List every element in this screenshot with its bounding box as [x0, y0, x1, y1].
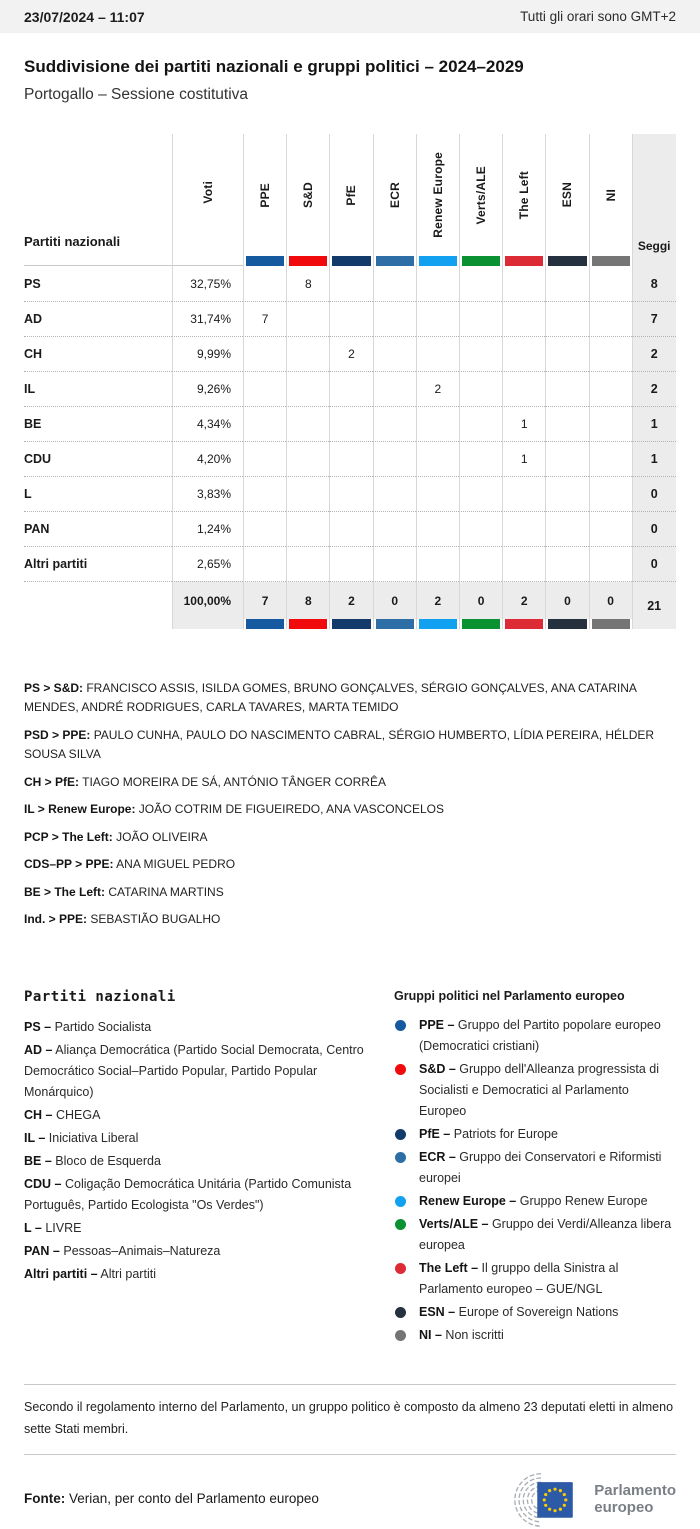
seats-value-ESN [545, 441, 588, 476]
hemicycle-icon [515, 1474, 541, 1526]
group-color-bar [548, 256, 586, 266]
group-color-strip [330, 619, 372, 629]
footnote-item: CDS–PP > PPE: ANA MIGUEL PEDRO [24, 857, 236, 872]
group-header-wrap [374, 134, 416, 256]
page-title: Suddivisione dei partiti nazionali e gruppi politici – 2024–2029 [24, 57, 524, 76]
column-header-voti [172, 134, 243, 266]
legend-group-item [394, 1302, 676, 1323]
total-seats-value: 0 [546, 582, 588, 619]
seats-value-NI [589, 301, 632, 336]
seats-value-Renew Europe [416, 336, 459, 371]
group-color-strip [590, 619, 632, 629]
group-header-text: PfE [344, 184, 359, 206]
seats-value-S&D [286, 546, 329, 581]
voti-value: 9,26% [172, 371, 243, 406]
group-header-wrap [460, 134, 502, 256]
legend-group-text: ESN – Europe of Sovereign Nations [419, 1305, 619, 1320]
legend-group-text: The Left – Il gruppo della Sinistra al Parlamento europeo – GUE/NGL [419, 1261, 619, 1297]
legend-group-item [394, 1147, 676, 1189]
seggi-value: 0 [632, 476, 676, 511]
seats-value-ECR [373, 336, 416, 371]
ep-logo-graphic [498, 1469, 584, 1529]
column-header-Verts/ALE [459, 134, 502, 266]
seats-value-ESN [545, 371, 588, 406]
group-color-strip [374, 619, 416, 629]
source-row [24, 1469, 676, 1529]
seats-value-PPE [243, 406, 286, 441]
total-seats-The Left [502, 581, 545, 629]
group-color-strip [503, 256, 545, 266]
seats-value-PPE: 7 [243, 301, 286, 336]
voti-value: 4,20% [172, 441, 243, 476]
group-color-dot [395, 1020, 406, 1031]
legend-national-parties [24, 989, 374, 1348]
column-header-PfE [329, 134, 372, 266]
column-header-seggi: Seggi [632, 134, 676, 266]
legend-group-item [394, 1214, 676, 1256]
group-color-dot [395, 1064, 406, 1075]
seats-value-Verts/ALE [459, 371, 502, 406]
legend-group-item [394, 1015, 676, 1057]
seats-value-PPE [243, 511, 286, 546]
group-color-bar [505, 619, 543, 629]
group-color-strip [590, 256, 632, 266]
group-header-wrap [417, 134, 459, 256]
seats-value-ECR [373, 476, 416, 511]
group-header-wrap [330, 134, 372, 256]
footnote-item: PS > S&D: FRANCISCO ASSIS, ISILDA GOMES, BRUNO GONÇALVES, SÉRGIO GONÇALVES, ANA CATARINA MENDES, ANDRÉ RODRIGUES, CARLA TAVARES, MARTA TEMIDO [24, 681, 637, 715]
group-color-strip [546, 619, 588, 629]
party-label: Altri partiti [24, 546, 172, 581]
divider [24, 1384, 676, 1385]
group-color-strip [546, 256, 588, 266]
group-color-strip [503, 619, 545, 629]
total-seats-S&D [286, 581, 329, 629]
footnote-item: IL > Renew Europe: JOÃO COTRIM DE FIGUEIREDO, ANA VASCONCELOS [24, 802, 444, 817]
topbar [0, 0, 700, 33]
group-color-bar [548, 619, 586, 629]
party-label: BE [24, 406, 172, 441]
seats-value-S&D [286, 511, 329, 546]
legend-group-text: ECR – Gruppo dei Conservatori e Riformisti europei [419, 1150, 662, 1186]
seats-value-NI [589, 371, 632, 406]
group-color-bar [419, 256, 457, 266]
seats-value-ECR [373, 371, 416, 406]
group-color-dot [395, 1307, 406, 1318]
group-color-bar [592, 256, 630, 266]
legend-group-text: Verts/ALE – Gruppo dei Verdi/Alleanza libera europea [419, 1217, 672, 1253]
legend-party-item: CH – CHEGA [24, 1108, 101, 1123]
group-color-bar [332, 619, 370, 629]
legend-groups-items [394, 1015, 676, 1346]
seats-value-Verts/ALE [459, 301, 502, 336]
voti-value: 31,74% [172, 301, 243, 336]
seats-value-PfE [329, 511, 372, 546]
seats-value-S&D [286, 336, 329, 371]
group-header-text: ECR [387, 182, 402, 208]
footnote-item: BE > The Left: CATARINA MARTINS [24, 884, 224, 899]
total-seats-value: 2 [330, 582, 372, 619]
seats-value-The Left [502, 301, 545, 336]
seats-value-ECR [373, 441, 416, 476]
column-header-ESN [545, 134, 588, 266]
legend-party-item: PS – Partido Socialista [24, 1020, 152, 1035]
group-color-strip [244, 256, 286, 266]
seats-value-The Left [502, 266, 545, 301]
seggi-value: 0 [632, 546, 676, 581]
group-color-bar [246, 256, 284, 266]
seats-value-Renew Europe [416, 441, 459, 476]
seggi-value: 2 [632, 371, 676, 406]
group-color-bar [289, 619, 327, 629]
group-header-text: PPE [258, 182, 273, 208]
seats-value-ESN [545, 476, 588, 511]
source-line [24, 1491, 319, 1506]
group-color-strip [244, 619, 286, 629]
group-color-bar [246, 619, 284, 629]
seats-value-PPE [243, 441, 286, 476]
total-seats-value: 7 [244, 582, 286, 619]
seats-value-ECR [373, 406, 416, 441]
group-color-dot [395, 1263, 406, 1274]
voti-value: 2,65% [172, 546, 243, 581]
legend-party-item: IL – Iniciativa Liberal [24, 1131, 139, 1146]
seats-value-S&D [286, 406, 329, 441]
seats-value-The Left [502, 336, 545, 371]
legend-political-groups [394, 989, 676, 1348]
footnote-item: CH > PfE: TIAGO MOREIRA DE SÁ, ANTÓNIO TÂNGER CORRÊA [24, 774, 386, 789]
seats-value-PfE [329, 546, 372, 581]
timezone-note: Tutti gli orari sono GMT+2 [520, 9, 676, 24]
seats-value-ECR [373, 266, 416, 301]
seats-value-PfE [329, 301, 372, 336]
group-color-strip [287, 619, 329, 629]
seats-value-ESN [545, 336, 588, 371]
seggi-value: 0 [632, 511, 676, 546]
seggi-value: 1 [632, 441, 676, 476]
seats-value-NI [589, 441, 632, 476]
seats-value-Renew Europe [416, 476, 459, 511]
group-header-text: Verts/ALE [474, 165, 489, 225]
group-color-dot [395, 1330, 406, 1341]
seats-value-Verts/ALE [459, 266, 502, 301]
total-seats-ECR [373, 581, 416, 629]
seats-value-ECR [373, 511, 416, 546]
seats-value-PfE [329, 406, 372, 441]
seats-value-ESN [545, 546, 588, 581]
divider [24, 1454, 676, 1455]
legend-group-item [394, 1258, 676, 1300]
legend-group-item [394, 1124, 676, 1145]
footnote-item: Ind. > PPE: SEBASTIÃO BUGALHO [24, 911, 221, 926]
group-color-strip [417, 619, 459, 629]
party-label: L [24, 476, 172, 511]
total-seats-value: 8 [287, 582, 329, 619]
seats-value-S&D [286, 476, 329, 511]
seats-value-The Left: 1 [502, 406, 545, 441]
seats-value-Renew Europe [416, 301, 459, 336]
seats-value-Verts/ALE [459, 406, 502, 441]
voti-value: 9,99% [172, 336, 243, 371]
seggi-value: 8 [632, 266, 676, 301]
seats-value-PPE [243, 546, 286, 581]
seats-value-S&D [286, 441, 329, 476]
legend-party-item: CDU – Coligação Democrática Unitária (Partido Comunista Português, Partido Ecologista "Os Verdes") [24, 1177, 352, 1213]
group-color-strip [330, 256, 372, 266]
seats-value-PPE [243, 266, 286, 301]
footnotes-block [24, 679, 676, 929]
seats-value-PfE [329, 371, 372, 406]
seats-value-The Left [502, 511, 545, 546]
group-color-bar [462, 256, 500, 266]
total-seats-value: 2 [417, 582, 459, 619]
total-seats-value: 0 [590, 582, 632, 619]
ep-logo [498, 1469, 676, 1529]
seats-value-PfE [329, 441, 372, 476]
party-label: PAN [24, 511, 172, 546]
seats-value-The Left: 1 [502, 441, 545, 476]
seats-value-Verts/ALE [459, 476, 502, 511]
seats-value-NI [589, 406, 632, 441]
seats-value-PPE [243, 371, 286, 406]
legend-group-text: NI – Non iscritti [419, 1328, 504, 1343]
legends-section [24, 989, 676, 1348]
seats-value-ESN [545, 301, 588, 336]
voti-value: 3,83% [172, 476, 243, 511]
legend-party-item: BE – Bloco de Esquerda [24, 1154, 161, 1169]
legend-group-text: S&D – Gruppo dell'Alleanza progressista di Socialisti e Democratici al Parlamento Europeo [419, 1062, 660, 1119]
group-color-bar [419, 619, 457, 629]
legend-group-text: PPE – Gruppo del Partito popolare europeo (Democratici cristiani) [419, 1018, 661, 1054]
total-seats-value: 0 [374, 582, 416, 619]
party-label: PS [24, 276, 41, 291]
seats-value-Renew Europe [416, 406, 459, 441]
seats-value-S&D: 8 [286, 266, 329, 301]
seats-value-NI [589, 336, 632, 371]
legend-groups-heading: Gruppi politici nel Parlamento europeo [394, 989, 625, 1004]
seats-value-Renew Europe [416, 546, 459, 581]
footnote-item: PSD > PPE: PAULO CUNHA, PAULO DO NASCIMENTO CABRAL, SÉRGIO HUMBERTO, LÍDIA PEREIRA, HÉLDER SOUSA SILVA [24, 727, 655, 762]
page-subtitle: Portogallo – Sessione costitutiva [24, 86, 249, 103]
group-color-strip [287, 256, 329, 266]
party-label: CH [24, 336, 172, 371]
legend-group-item [394, 1325, 676, 1346]
column-header-Renew Europe [416, 134, 459, 266]
source-label: Fonte: [24, 1491, 66, 1507]
column-header-partiti-nazionali: Partiti nazionali [24, 134, 172, 266]
seats-value-The Left [502, 546, 545, 581]
seats-value-Verts/ALE [459, 441, 502, 476]
column-header-S&D [286, 134, 329, 266]
total-seats-Verts/ALE [459, 581, 502, 629]
total-voti-value: 100,00% [172, 581, 243, 629]
legend-group-text: Renew Europe – Gruppo Renew Europe [419, 1194, 648, 1209]
group-color-bar [332, 256, 370, 266]
legend-party-item: L – LIVRE [24, 1221, 82, 1236]
group-color-bar [592, 619, 630, 629]
seats-value-Verts/ALE [459, 511, 502, 546]
group-color-bar [289, 256, 327, 266]
seats-value-ESN [545, 266, 588, 301]
seats-value-ECR [373, 301, 416, 336]
seats-value-ECR [373, 546, 416, 581]
parties-table [24, 134, 675, 629]
legend-group-text: PfE – Patriots for Europe [419, 1127, 558, 1142]
seats-value-Renew Europe [416, 266, 459, 301]
topbar-date: 23/07/2024 – 11:07 [24, 8, 145, 25]
seats-value-PPE [243, 336, 286, 371]
legend-party-item: Altri partiti – Altri partiti [24, 1267, 156, 1282]
seats-value-S&D [286, 371, 329, 406]
group-color-bar [505, 256, 543, 266]
total-seats-value: 2 [503, 582, 545, 619]
seggi-value: 1 [632, 406, 676, 441]
seats-value-PfE: 2 [329, 336, 372, 371]
group-header-text: NI [603, 188, 618, 202]
seats-value-Verts/ALE [459, 546, 502, 581]
seats-value-NI [589, 546, 632, 581]
group-color-strip [460, 256, 502, 266]
legend-group-item [394, 1191, 676, 1212]
group-color-bar [376, 619, 414, 629]
legend-parties-heading: Partiti nazionali [24, 989, 176, 1006]
group-header-wrap [546, 134, 588, 256]
seggi-value: 2 [632, 336, 676, 371]
seats-value-ESN [545, 406, 588, 441]
total-seggi-value: 21 [632, 581, 676, 629]
group-header-wrap [244, 134, 286, 256]
column-header-NI [589, 134, 632, 266]
seats-value-Renew Europe: 2 [416, 371, 459, 406]
group-rule-note: Secondo il regolamento interno del Parlamento, un gruppo politico è composto da almeno 23 deputati eletti in almeno sette Stati membri. [24, 1400, 674, 1436]
group-color-dot [395, 1196, 406, 1207]
footnote-item: PCP > The Left: JOÃO OLIVEIRA [24, 829, 208, 844]
group-color-dot [395, 1152, 406, 1163]
group-header-wrap [590, 134, 632, 256]
seats-value-PfE [329, 266, 372, 301]
total-seats-PPE [243, 581, 286, 629]
seats-value-The Left [502, 476, 545, 511]
total-seats-value: 0 [460, 582, 502, 619]
total-seats-Renew Europe [416, 581, 459, 629]
eu-flag-icon [538, 1482, 574, 1518]
total-seats-NI [589, 581, 632, 629]
seats-value-NI [589, 266, 632, 301]
ep-logo-text: Parlamento europeo [594, 1481, 676, 1516]
seggi-value: 7 [632, 301, 676, 336]
column-header-PPE [243, 134, 286, 266]
group-color-strip [374, 256, 416, 266]
voti-value: 1,24% [172, 511, 243, 546]
seats-value-Verts/ALE [459, 336, 502, 371]
seats-value-NI [589, 476, 632, 511]
group-color-bar [376, 256, 414, 266]
seats-value-PPE [243, 476, 286, 511]
legend-party-item: AD – Aliança Democrática (Partido Social Democrata, Centro Democrático Social–Partido Popular, Partido Popular Monárquico) [24, 1043, 364, 1100]
total-seats-ESN [545, 581, 588, 629]
voti-header-text: Voti [201, 181, 215, 204]
voti-value: 4,34% [172, 406, 243, 441]
legend-party-item: PAN – Pessoas–Animais–Natureza [24, 1244, 221, 1259]
legend-parties-items [24, 1017, 374, 1285]
group-header-text: S&D [301, 182, 316, 208]
seats-value-ESN [545, 511, 588, 546]
seats-value-NI [589, 511, 632, 546]
seats-value-S&D [286, 301, 329, 336]
total-seats-PfE [329, 581, 372, 629]
column-header-The Left [502, 134, 545, 266]
group-header-wrap [287, 134, 329, 256]
party-label: CDU [24, 441, 172, 476]
seats-value-PfE [329, 476, 372, 511]
group-header-wrap [503, 134, 545, 256]
total-row-spacer [24, 581, 172, 629]
seats-value-Renew Europe [416, 511, 459, 546]
group-header-text: The Left [517, 170, 532, 220]
group-color-strip [460, 619, 502, 629]
party-label: IL [24, 371, 172, 406]
group-color-strip [417, 256, 459, 266]
group-color-bar [462, 619, 500, 629]
source-text: Verian, per conto del Parlamento europeo [65, 1491, 319, 1507]
group-color-dot [395, 1219, 406, 1230]
group-header-text: ESN [560, 182, 575, 208]
group-header-text: Renew Europe [430, 152, 445, 238]
group-color-dot [395, 1129, 406, 1140]
legend-group-item [394, 1059, 676, 1122]
party-label: AD [24, 301, 172, 336]
voti-value: 32,75% [172, 266, 243, 301]
seats-value-The Left [502, 371, 545, 406]
column-header-ECR [373, 134, 416, 266]
